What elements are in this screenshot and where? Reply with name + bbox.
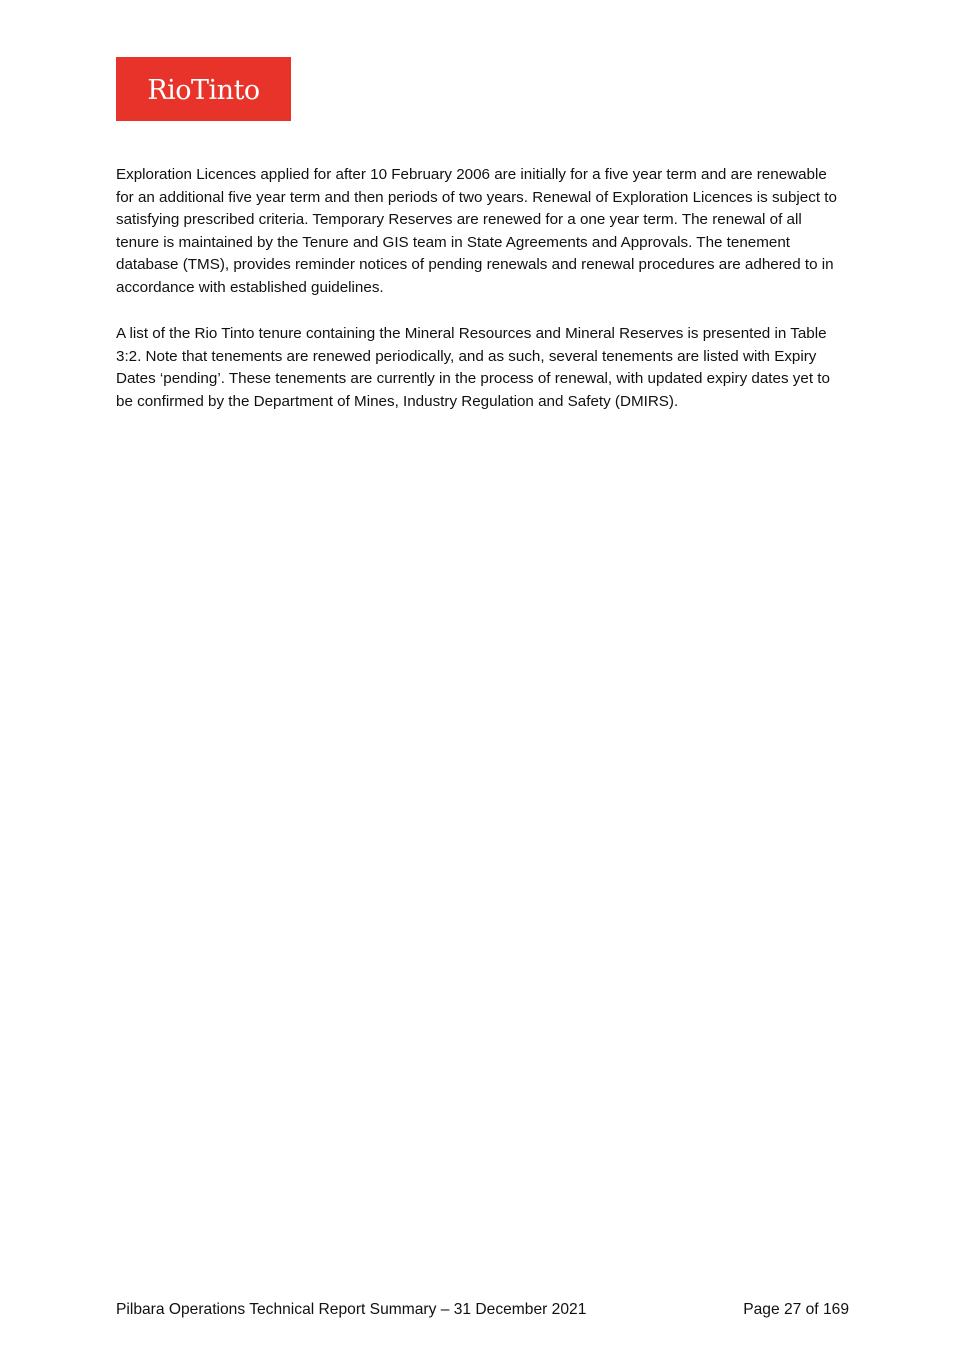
footer-report-title: Pilbara Operations Technical Report Summary – 31 December 2021 bbox=[116, 1301, 587, 1318]
logo-wordmark: RioTinto bbox=[147, 74, 260, 106]
body-paragraph-renewal: Exploration Licences applied for after 10 February 2006 are initially for a five year term and are renewable for an additional five year term and then periods of two years. Renewal of Exploration Licences is subject to satisfying prescribed criteria. Temporary Reserves are renewed for a one year term. The renewal of all tenure is maintained by the Tenure and GIS team in State Agreements and Approvals. The tenement database (TMS), provides reminder notices of pending renewals and renewal procedures are adhered to in accordance with established guidelines. bbox=[116, 166, 837, 296]
body-paragraph-tenure-list: A list of the Rio Tinto tenure containing the Mineral Resources and Mineral Reserves is presented in Table 3:2. Note that tenements are renewed periodically, and as such, several tenements are listed with Expiry Dates ‘pending’. These tenements are currently in the process of renewal, with updated expiry dates yet to be confirmed by the Department of Mines, Industry Regulation and Safety (DMIRS). bbox=[116, 325, 830, 410]
page-footer bbox=[116, 1299, 849, 1321]
rio-tinto-logo bbox=[116, 57, 291, 121]
footer-page-number: Page 27 of 169 bbox=[743, 1301, 849, 1318]
